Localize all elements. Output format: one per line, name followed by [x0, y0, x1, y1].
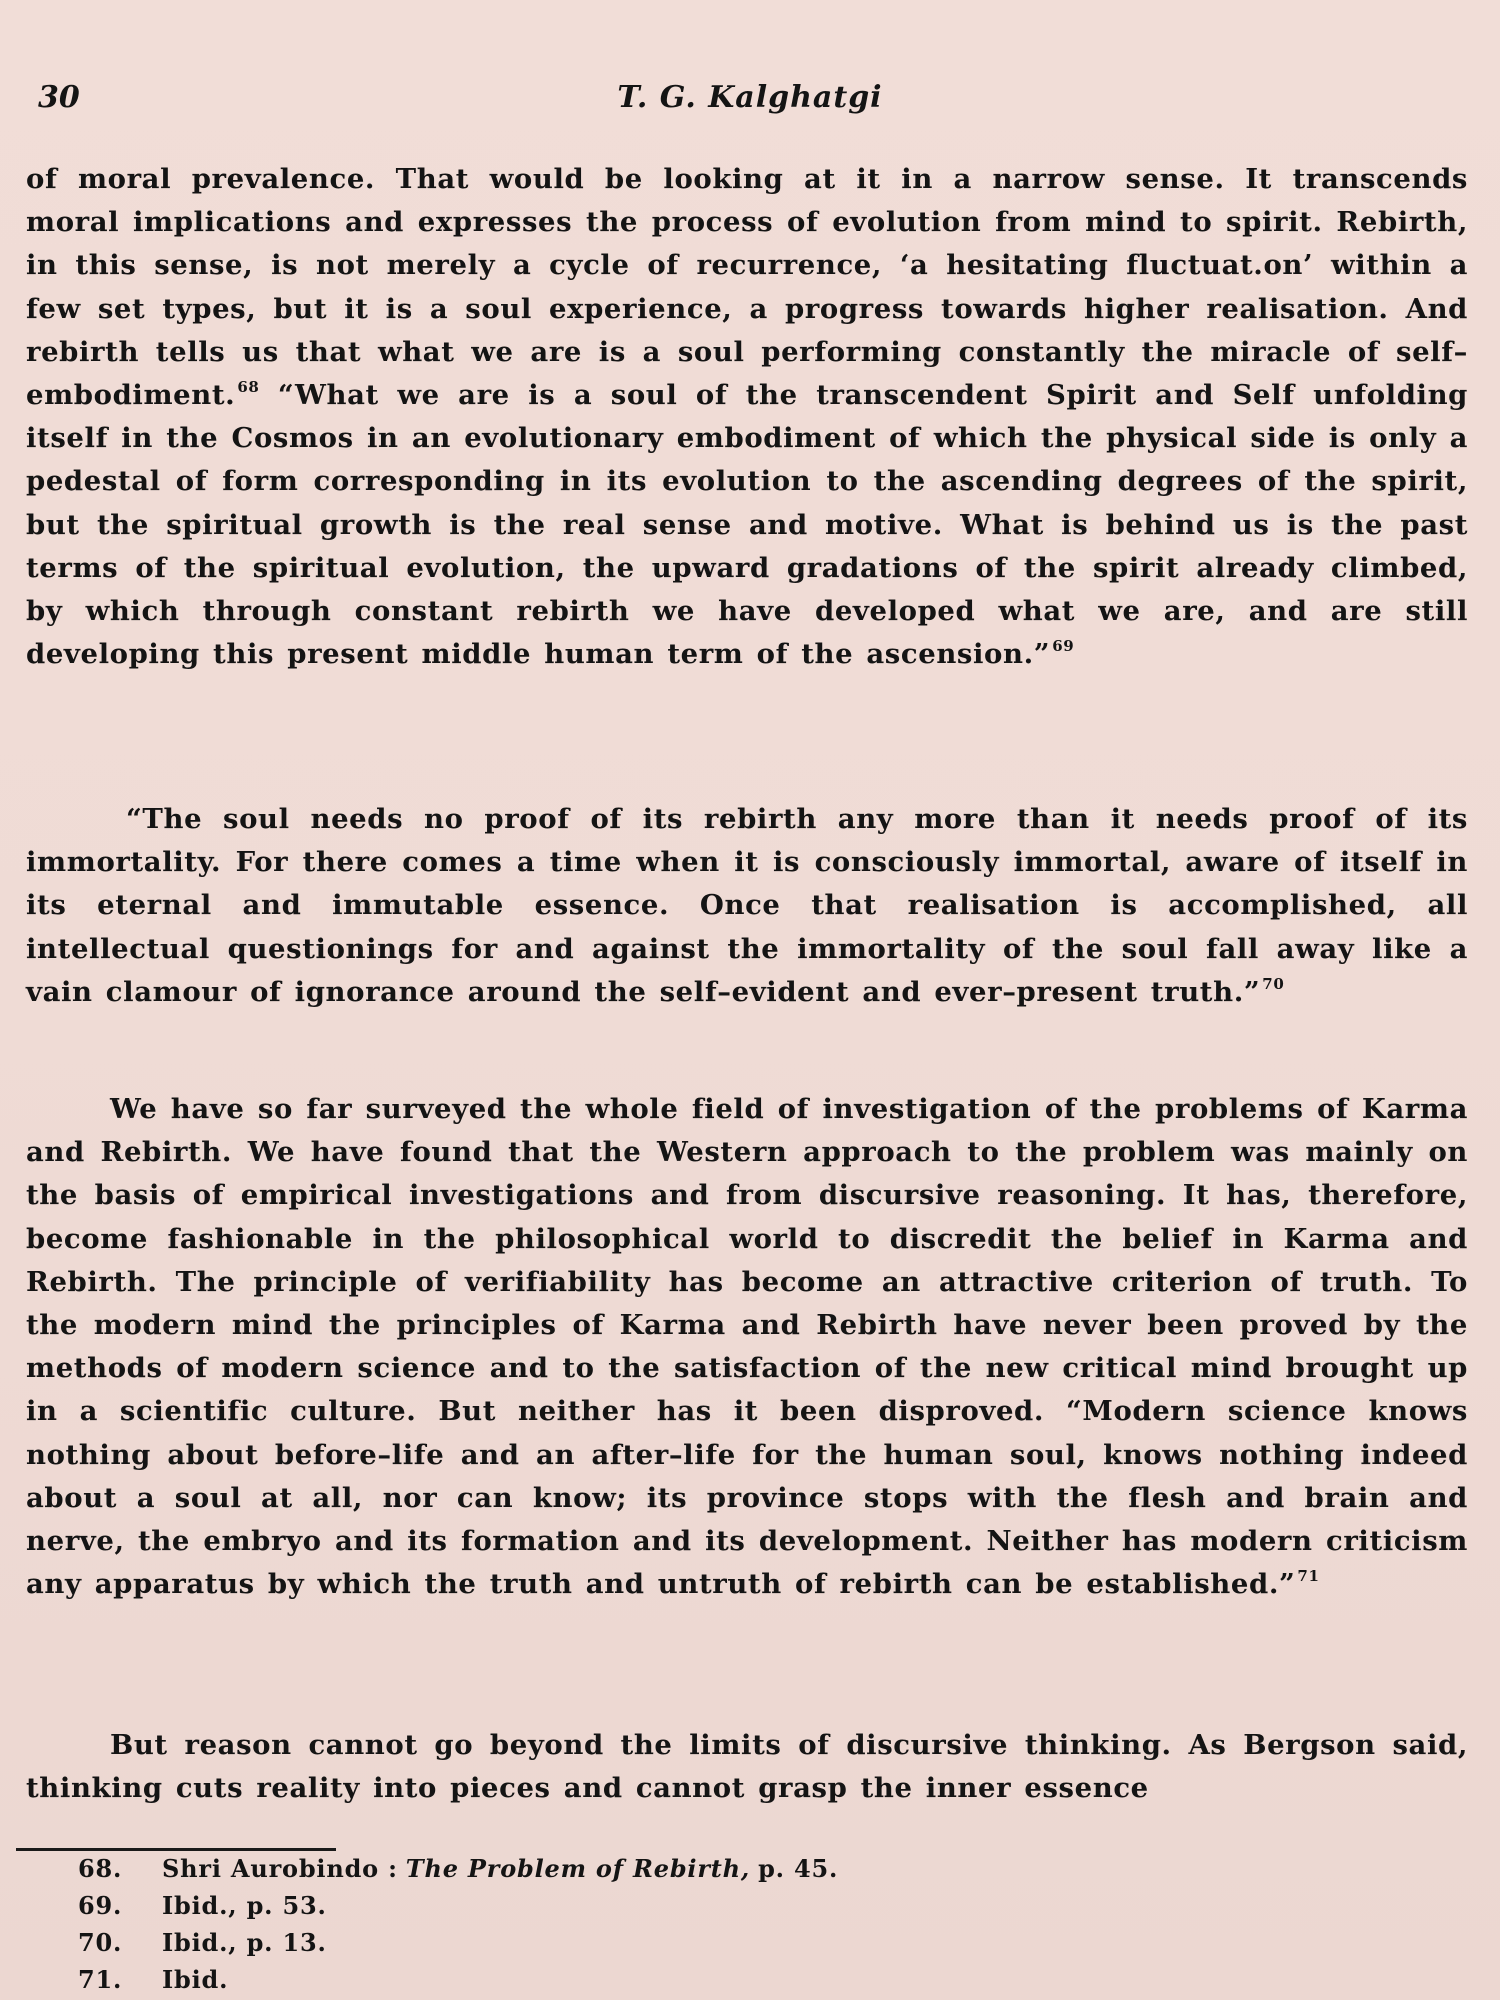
- footnote-number: 68.: [78, 1854, 123, 1883]
- footnote-reference: 69: [1052, 637, 1075, 656]
- footnote-title: The Problem of Rebirth,: [405, 1854, 751, 1883]
- paragraph-2: [26, 798, 1468, 1014]
- paragraph-text: But reason cannot go beyond the limits of discursive thinking. As Bergson said, thinking cuts reality into pieces and cannot grasp the inner essence: [26, 1729, 1468, 1805]
- paragraph-text: of moral prevalence. That would be looking at it in a narrow sense. It transcends moral implications and expresses the process of evolution from mind to spirit. Rebirth, in this sense, is not merely a cycle of recurrence, ‘a hesitating fluctuat.on’ within a few set types, but it is a soul experience, a progress towards higher realisation. And rebirth tells us that what we are is a soul performing constantly the miracle of self–embodiment.: [26, 163, 1468, 412]
- footnote-item: [78, 1850, 838, 1887]
- page-header: [28, 80, 1472, 120]
- footnote-citation: Ibid.: [162, 1965, 229, 1994]
- footnote-number: 69.: [78, 1891, 123, 1920]
- page-number: 30: [38, 80, 80, 115]
- footnote-author: Shri Aurobindo :: [162, 1854, 398, 1883]
- footnote-citation: Ibid., p. 13.: [162, 1928, 327, 1957]
- footnote-number: 71.: [78, 1965, 123, 1994]
- footnote-reference: 71: [1297, 1567, 1320, 1586]
- paragraph-text: “The soul needs no proof of its rebirth any more than it needs proof of its immortality. For there comes a time when it is consciously immortal, aware of itself in its eternal and immutable essence. Once that realisation is accomplished, all intellectual questionings for and against the immortality of the soul fall away like a vain clamour of ignorance around the self–evident and ever–present truth.”: [26, 803, 1468, 1008]
- footnote-item: [78, 1887, 838, 1924]
- footnotes: [78, 1850, 838, 1998]
- footnote-reference: 68: [237, 378, 260, 397]
- paragraph-3: [26, 1088, 1468, 1606]
- paragraph-4: [26, 1724, 1468, 1810]
- footnote-page: p. 45.: [758, 1854, 839, 1883]
- footnote-number: 70.: [78, 1928, 123, 1957]
- footnote-citation: Ibid., p. 53.: [162, 1891, 327, 1920]
- paragraph-text-continued: “What we are is a soul of the transcendent Spirit and Self unfolding itself in the Cosmos in an evolutionary embodiment of which the physical side is only a pedestal of form corresponding in its evolution to the ascending degrees of the spirit, but the spiritual growth is the real sense and motive. What is behind us is the past terms of the spiritual evolution, the upward gradations of the spirit already climbed, by which through constant rebirth we have developed what we are, and are still developing this present middle human term of the ascension.”: [26, 379, 1468, 671]
- footnote-reference: 70: [1262, 974, 1285, 993]
- footnote-item: [78, 1961, 838, 1998]
- paragraph-text: We have so far surveyed the whole field of investigation of the problems of Karma and Rebirth. We have found that the Western approach to the problem was mainly on the basis of empirical investigations and from discursive reasoning. It has, therefore, become fashionable in the philosophical world to discredit the belief in Karma and Rebirth. The principle of verifiability has become an attractive criterion of truth. To the modern mind the principles of Karma and Rebirth have never been proved by the methods of modern science and to the satisfaction of the new critical mind brought up in a scientific culture. But neither has it been disproved. “Modern science knows nothing about before–life and an after–life for the human soul, knows nothing indeed about a soul at all, nor can know; its province stops with the flesh and brain and nerve, the embryo and its formation and its development. Neither has modern criticism any apparatus by which the truth and untruth of rebirth can be established.”: [26, 1093, 1468, 1601]
- running-head: T. G. Kalghatgi: [617, 80, 883, 115]
- footnote-item: [78, 1924, 838, 1961]
- paragraph-1: [26, 158, 1468, 676]
